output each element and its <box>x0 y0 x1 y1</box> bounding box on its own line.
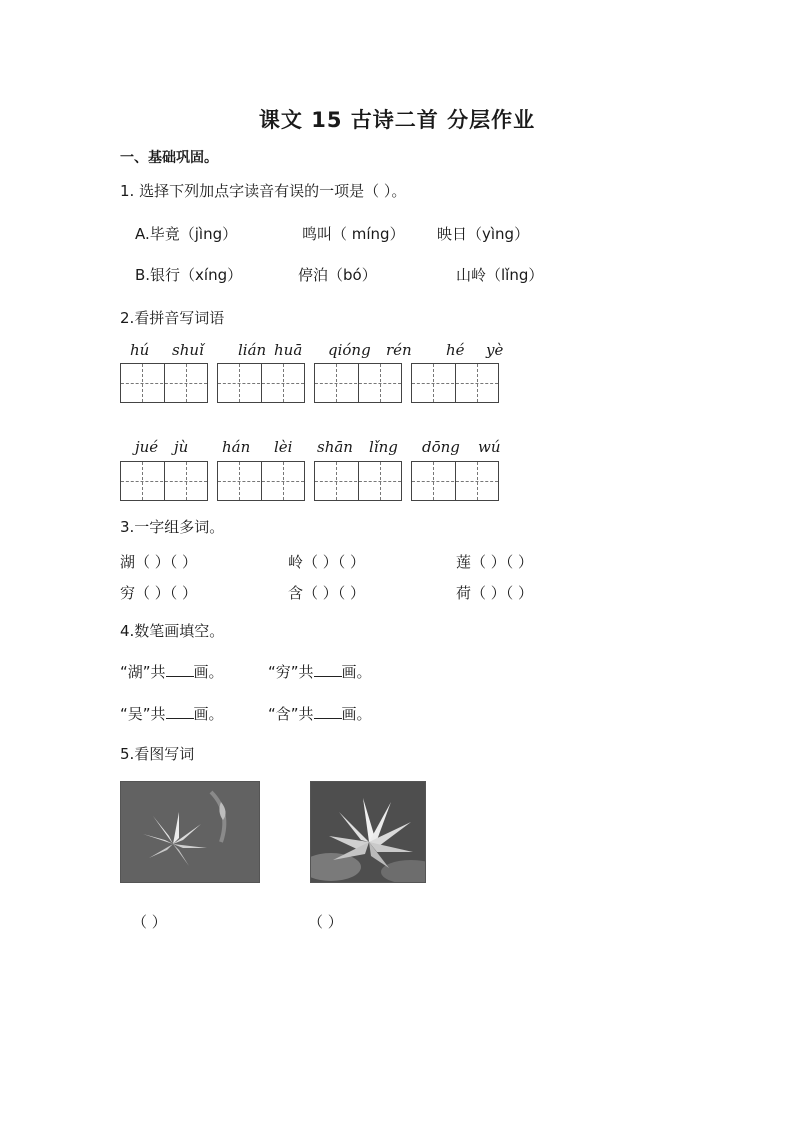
pinyin: rén <box>386 341 412 359</box>
option-b-2: 停泊（bó） <box>298 266 377 284</box>
word-group: 湖（ ）（ ） <box>120 553 198 571</box>
pinyin: jù <box>174 438 189 456</box>
pinyin: jué <box>135 438 159 456</box>
pinyin: hé <box>446 341 465 359</box>
writing-box[interactable] <box>314 461 402 501</box>
writing-box[interactable] <box>217 363 305 403</box>
pinyin: huā <box>274 341 303 359</box>
option-b-3: 山岭（lǐng） <box>456 266 544 284</box>
question-1-stem: 1. 选择下列加点字读音有误的一项是（ ）。 <box>120 182 407 200</box>
question-3-label: 3.一字组多词。 <box>120 518 225 536</box>
pinyin: dōng <box>422 438 460 456</box>
pinyin: shuǐ <box>172 341 204 359</box>
answer-blank[interactable] <box>166 704 194 719</box>
question-5-label: 5.看图写词 <box>120 745 195 763</box>
option-a-3: 映日（yìng） <box>437 225 530 243</box>
stroke-count-item: “湖”共 画。 <box>120 663 224 681</box>
option-a-1: A.毕竟（jìng） <box>135 225 238 243</box>
pinyin: qióng <box>328 341 371 359</box>
answer-blank[interactable] <box>314 704 342 719</box>
section-heading: 一、基础巩固。 <box>120 150 218 166</box>
pinyin: lèi <box>274 438 293 456</box>
lotus-photo-left <box>120 781 260 883</box>
pinyin: lǐng <box>369 438 398 456</box>
lotus-photo-right <box>310 781 426 883</box>
page-title: 课文 15 古诗二首 分层作业 <box>258 108 536 132</box>
stroke-count-item: “穷”共 画。 <box>268 663 372 681</box>
answer-blank[interactable] <box>314 662 342 677</box>
writing-box[interactable] <box>411 461 499 501</box>
answer-blank[interactable] <box>166 662 194 677</box>
writing-box[interactable] <box>411 363 499 403</box>
pinyin: shān <box>317 438 353 456</box>
word-group: 莲（ ）（ ） <box>456 553 534 571</box>
pinyin: yè <box>486 341 504 359</box>
question-2-label: 2.看拼音写词语 <box>120 309 225 327</box>
pinyin: hán <box>222 438 251 456</box>
stroke-count-item: “含”共 画。 <box>268 705 372 723</box>
option-b-1: B.银行（xíng） <box>135 266 243 284</box>
writing-box[interactable] <box>120 461 208 501</box>
answer-parentheses[interactable]: （ ） <box>132 913 167 931</box>
pinyin: wú <box>478 438 501 456</box>
stroke-count-item: “吴”共 画。 <box>120 705 224 723</box>
word-group: 穷（ ）（ ） <box>120 584 198 602</box>
word-group: 荷（ ）（ ） <box>456 584 534 602</box>
option-a-2: 鸣叫（ míng） <box>302 225 405 243</box>
question-4-label: 4.数笔画填空。 <box>120 622 225 640</box>
answer-parentheses[interactable]: （ ） <box>308 913 343 931</box>
writing-box[interactable] <box>217 461 305 501</box>
writing-box[interactable] <box>314 363 402 403</box>
word-group: 岭（ ）（ ） <box>288 553 366 571</box>
pinyin: hú <box>130 341 150 359</box>
pinyin: lián <box>238 341 267 359</box>
word-group: 含（ ）（ ） <box>288 584 366 602</box>
writing-box[interactable] <box>120 363 208 403</box>
